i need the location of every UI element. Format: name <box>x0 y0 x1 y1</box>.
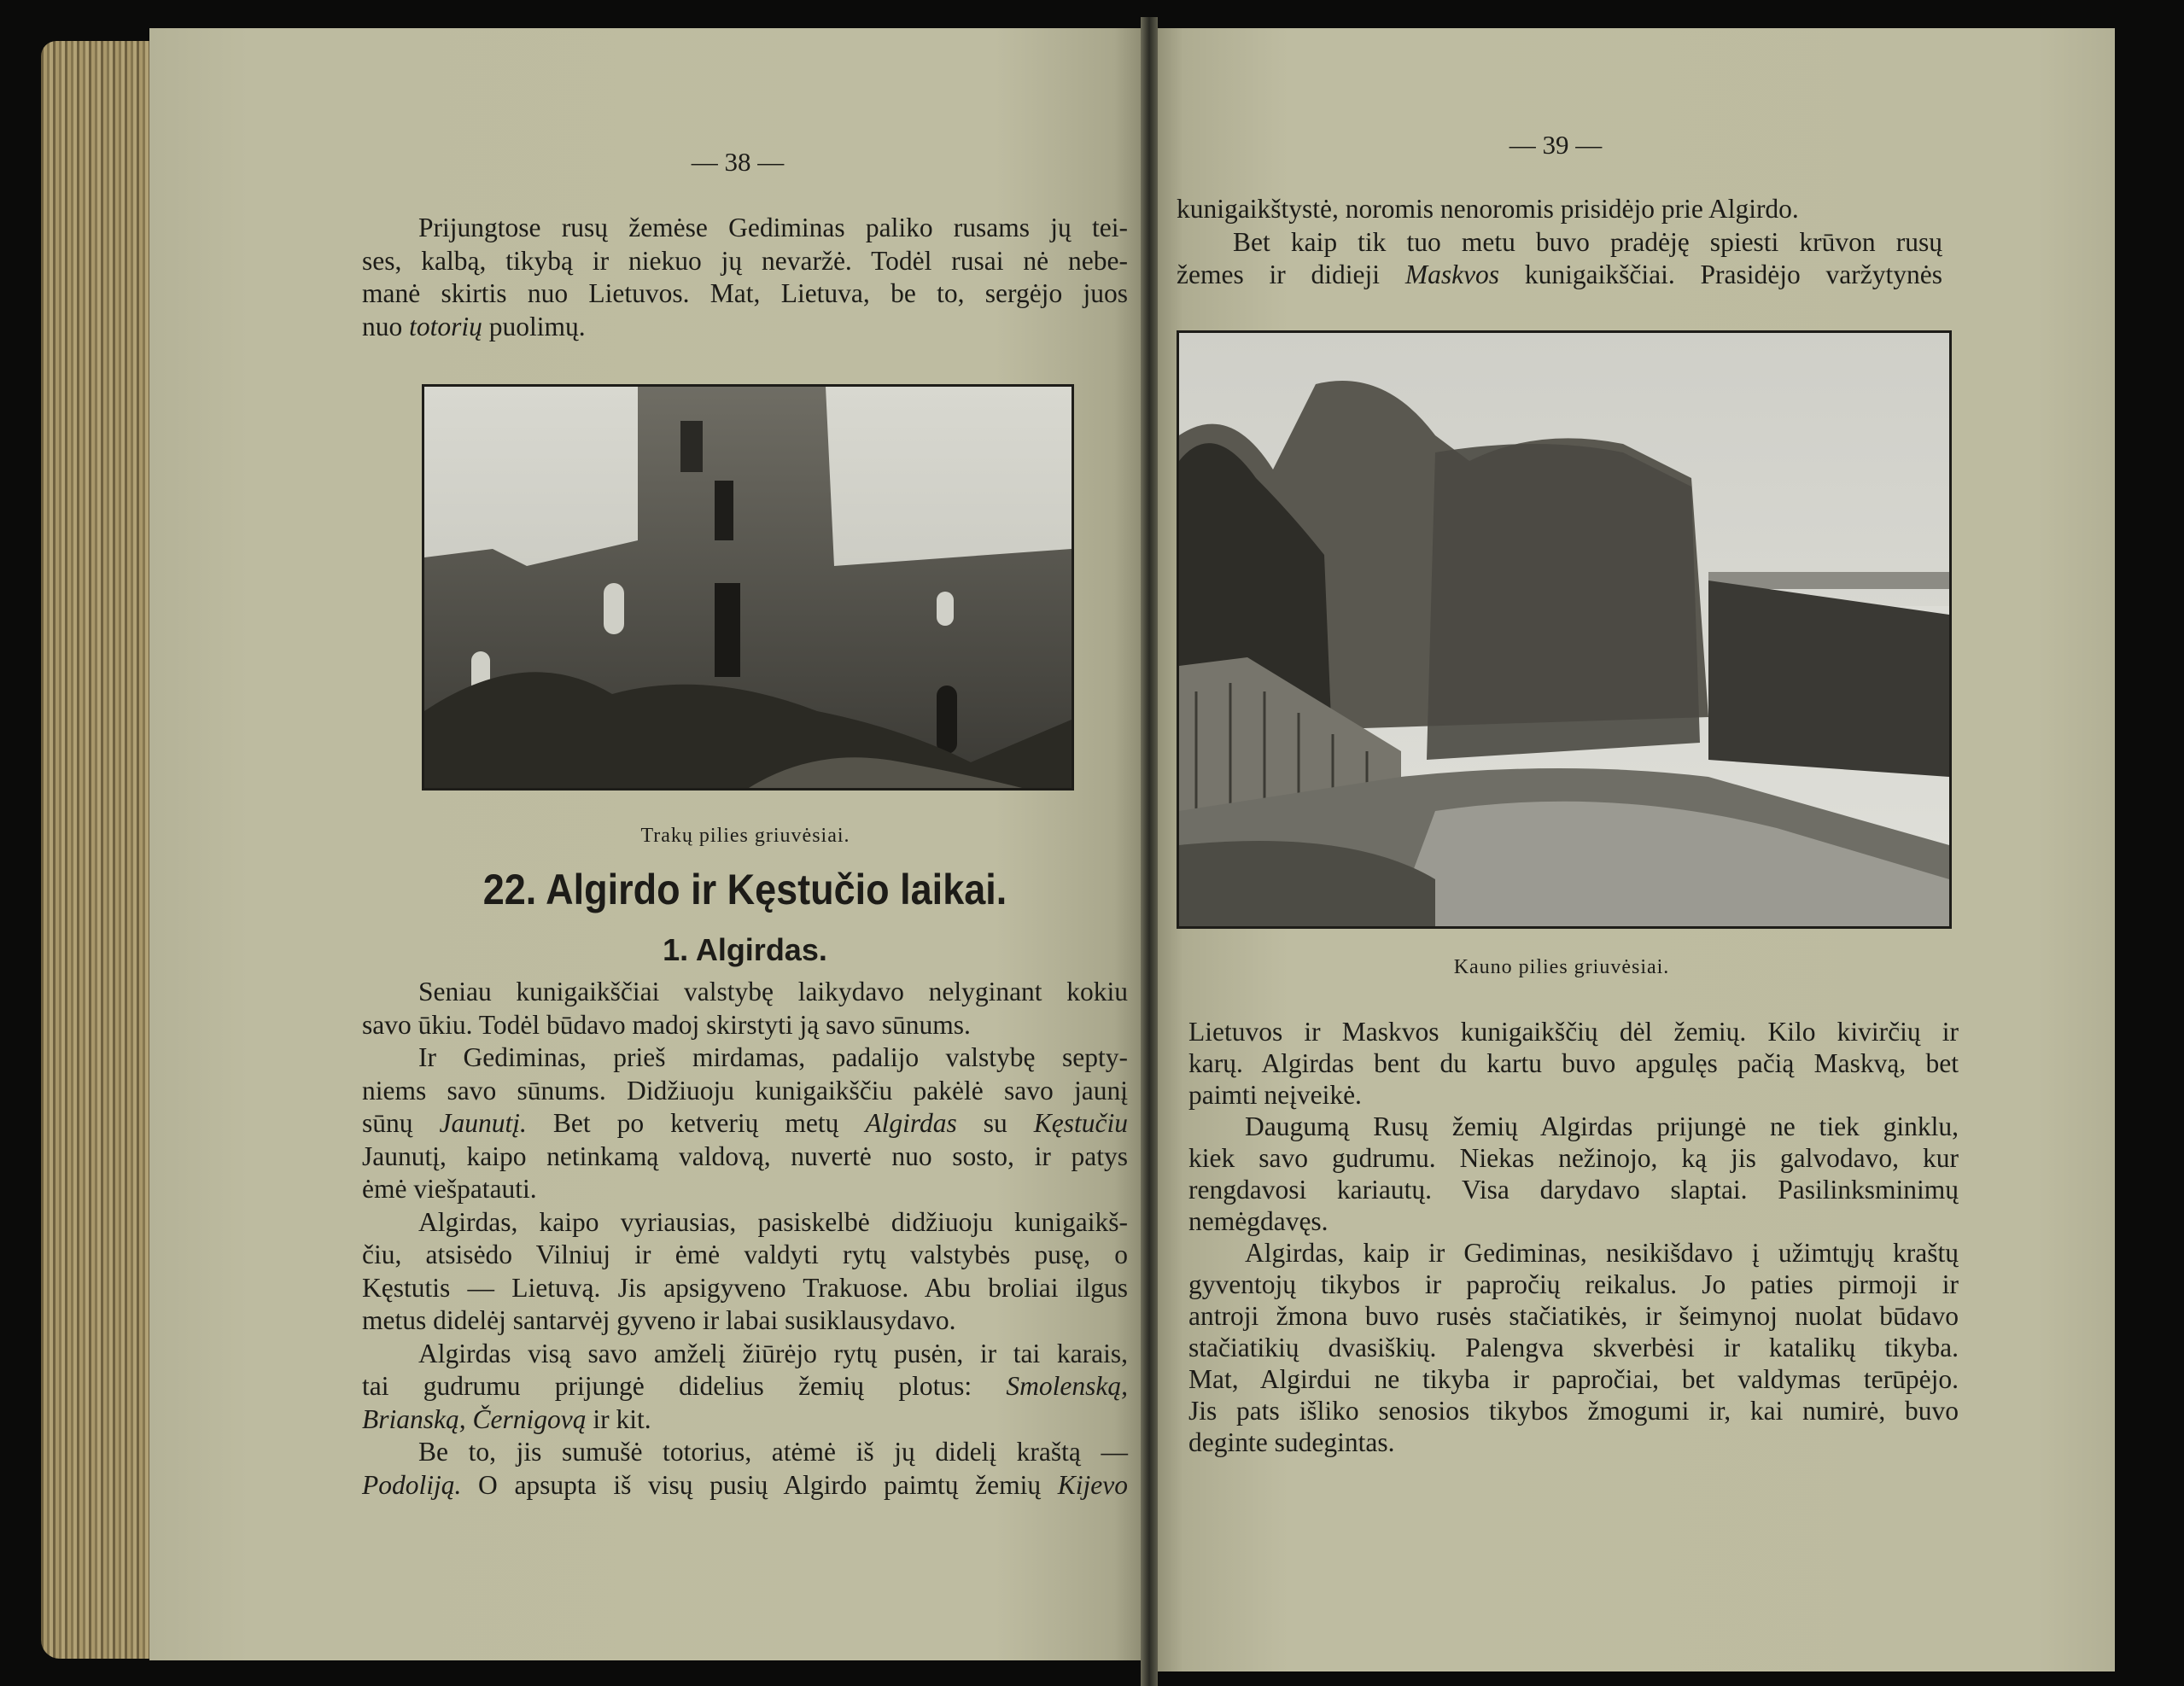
text-line <box>362 1469 1128 1502</box>
page-number-right: — 39 — <box>1509 130 1603 160</box>
italic-text-run: Maskvos <box>1404 260 1500 289</box>
text-line <box>362 277 1128 311</box>
text-line <box>1188 1174 1959 1205</box>
text-run: Bet po ketverių metų <box>526 1108 866 1138</box>
text-line <box>1188 1016 1959 1047</box>
text-line <box>362 1436 1128 1469</box>
text-run: antroji žmona buvo rusės stačiatikės, ir šeimynoj nuolat būdavo <box>1188 1301 1959 1331</box>
figure-caption-right: Kauno pilies griuvėsiai. <box>1453 956 1670 978</box>
text-line <box>362 1141 1128 1174</box>
text-run: Be to, jis sumušė totorius, atėmė iš jų didelį kraštą — <box>418 1437 1128 1467</box>
text-run: paimti neįveikė. <box>1188 1080 1362 1110</box>
text-line <box>362 245 1128 278</box>
text-line <box>1177 259 1942 292</box>
text-line <box>1177 226 1942 260</box>
italic-text-run: Brianską, Černigovą <box>362 1403 587 1434</box>
text-run: čiu, atsisėdo Vilniuj ir ėmė valdyti rytų valstybės pusę, o <box>362 1240 1128 1269</box>
text-run: rengdavosi kariautų. Visa darydavo slaptai. Pasilinksminimų <box>1188 1175 1959 1205</box>
text-line <box>362 1009 1128 1042</box>
text-run: Algirdas, kaipo vyriausias, pasiskelbė didžiuoju kunigaikš- <box>418 1206 1128 1237</box>
text-run: Prijungtose rusų žemėse Gediminas paliko rusams jų tei- <box>418 213 1128 242</box>
ruins-image <box>424 387 1072 788</box>
text-run: metus didelėj santarvėj gyveno ir labai susiklausydavo. <box>362 1305 956 1335</box>
photo-kaunas-castle-ruins <box>1177 330 1952 929</box>
text-run: ėmė viešpatauti. <box>362 1174 537 1204</box>
text-line <box>362 1304 1128 1338</box>
text-line <box>1188 1205 1959 1237</box>
text-line <box>1188 1332 1959 1363</box>
text-line <box>362 1272 1128 1305</box>
text-run: kiek savo gudrumu. Niekas nežinojo, ką jis galvodavo, kur <box>1188 1143 1959 1173</box>
text-run: Kęstutis — Lietuvą. Jis apsigyveno Trakuose. Abu broliai ilgus <box>362 1272 1128 1303</box>
italic-text-run: Algirdas <box>865 1108 957 1138</box>
text-run: nuo <box>362 311 410 341</box>
ruins-image <box>1179 333 1949 926</box>
text-run: sūnų <box>362 1108 440 1138</box>
right-body-text <box>1188 1016 1959 1458</box>
text-run: karų. Algirdas bent du kartu buvo apgulęs pačią Maskvą, bet <box>1188 1048 1959 1078</box>
italic-text-run: totorių <box>409 311 482 341</box>
text-line <box>1188 1142 1959 1174</box>
text-run: stačiatikių dvasiškių. Palengva skverbėsi ir katalikų tikyba. <box>1188 1333 1959 1362</box>
text-run: žemes ir didieji <box>1177 260 1405 289</box>
text-line <box>1188 1363 1959 1395</box>
text-run: niems savo sūnums. Didžiuoju kunigaikščiu pakėlė savo jaunį <box>362 1075 1128 1106</box>
text-run: manė skirtis nuo Lietuvos. Mat, Lietuva, be to, sergėjo juos <box>362 278 1128 308</box>
text-line <box>1177 193 1942 226</box>
text-line <box>362 1107 1128 1141</box>
text-run: Algirdas visą savo amželį žiūrėjo rytų pusėn, ir tai karais, <box>418 1338 1128 1368</box>
text-line <box>362 1239 1128 1272</box>
text-line <box>362 1041 1128 1075</box>
text-line <box>362 1075 1128 1108</box>
text-line <box>1188 1111 1959 1142</box>
figure-caption-left: Trakų pilies griuvėsiai. <box>640 825 850 847</box>
text-run: ses, kalbą, tikybą ir niekuo jų nevaržė. Todėl rusai nė nebe- <box>362 245 1128 276</box>
text-line <box>1188 1395 1959 1426</box>
text-run: savo ūkiu. Todėl būdavo madoj skirstyti ją savo sūnums. <box>362 1009 971 1040</box>
text-run: Daugumą Rusų žemių Algirdas prijungė ne tiek ginklu, <box>1245 1111 1959 1141</box>
text-run: Ir Gediminas, prieš mirdamas, padalijo valstybę septy- <box>418 1042 1128 1072</box>
text-line <box>362 976 1128 1009</box>
text-line <box>362 212 1128 245</box>
right-intro-text <box>1177 193 1942 292</box>
text-run: nemėgdavęs. <box>1188 1206 1329 1236</box>
chapter-heading: 22. Algirdo ir Kęstučio laikai. <box>482 866 1007 913</box>
photo-trakai-castle-ruins <box>422 384 1074 790</box>
text-run: su <box>956 1108 1034 1138</box>
text-run: puolimų. <box>482 311 586 341</box>
text-run: Seniau kunigaikščiai valstybę laikydavo nelyginant kokiu <box>418 977 1128 1006</box>
italic-text-run: Jaunutį. <box>439 1108 527 1138</box>
text-run: kunigaikščiai. Prasidėjo varžytynės <box>1499 260 1942 289</box>
text-line <box>1188 1047 1959 1079</box>
text-run: Algirdas, kaip ir Gediminas, nesikišdavo į užimtųjų kraštų <box>1245 1238 1959 1268</box>
italic-text-run: Smolenską, <box>1006 1371 1128 1401</box>
text-line <box>1188 1300 1959 1332</box>
italic-text-run: Kijevo <box>1057 1469 1128 1500</box>
text-line <box>1188 1079 1959 1111</box>
text-run: deginte sudegintas. <box>1188 1427 1395 1457</box>
italic-text-run: Kęstučiu <box>1033 1108 1129 1138</box>
book-page-edges <box>41 41 156 1659</box>
text-line <box>362 1206 1128 1240</box>
text-line <box>362 1338 1128 1371</box>
text-run: Jaunutį, kaipo netinkamą valdovą, nuvertė nuo sosto, ir patys <box>362 1141 1128 1171</box>
text-line <box>362 1370 1128 1403</box>
left-body-text <box>362 976 1128 1502</box>
page-number-left: — 38 — <box>691 147 785 177</box>
text-run: tai gudrumu prijungė didelius žemių plotus: <box>362 1371 1007 1401</box>
text-line <box>362 311 1128 344</box>
text-run: gyventojų tikybos ir papročių reikalus. Jo paties pirmoji ir <box>1188 1269 1959 1299</box>
text-line <box>362 1173 1128 1206</box>
italic-text-run: Podoliją. <box>362 1469 462 1500</box>
text-line <box>1188 1426 1959 1458</box>
text-line <box>1188 1269 1959 1300</box>
text-run: ir kit. <box>586 1403 651 1434</box>
text-run: O apsupta iš visų pusių Algirdo paimtų žemių <box>461 1469 1058 1500</box>
text-run: Lietuvos ir Maskvos kunigaikščių dėl žemių. Kilo kivirčių ir <box>1188 1017 1959 1047</box>
text-run: Jis pats išliko senosios tikybos žmogumi ir, kai numirė, buvo <box>1188 1396 1959 1426</box>
text-line <box>362 1403 1128 1437</box>
text-run: Bet kaip tik tuo metu buvo pradėję spiesti krūvon rusų <box>1233 226 1942 257</box>
text-run: kunigaikštystė, noromis nenoromis prisidėjo prie Algirdo. <box>1177 194 1799 224</box>
book-gutter <box>1141 17 1158 1686</box>
text-line <box>1188 1237 1959 1269</box>
text-run: Mat, Algirdui ne tikyba ir papročiai, bet valdymas terūpėjo. <box>1188 1364 1959 1394</box>
left-intro-text <box>362 212 1128 343</box>
section-heading: 1. Algirdas. <box>663 932 827 967</box>
